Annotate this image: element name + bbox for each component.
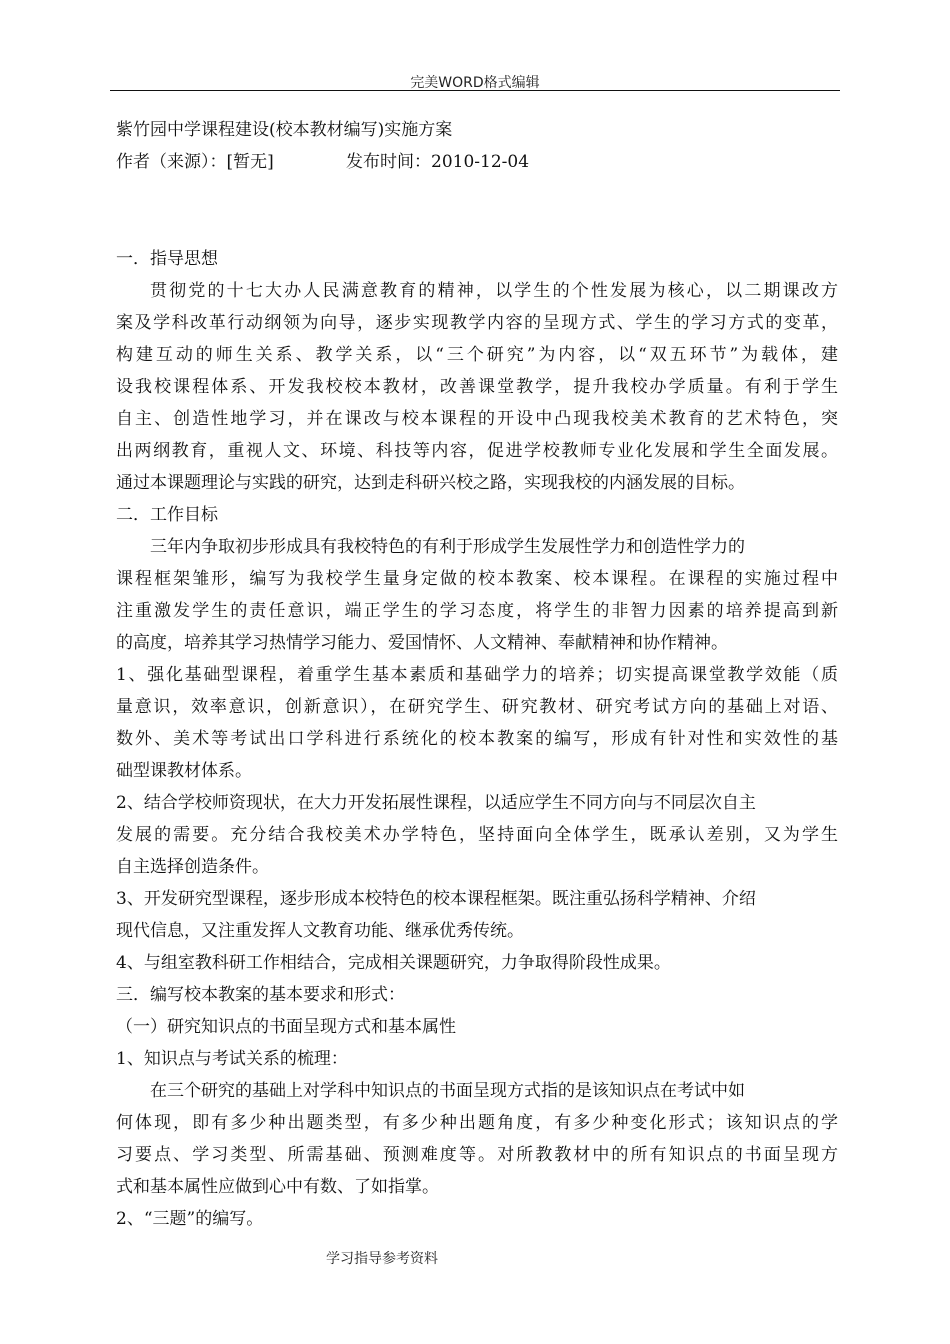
body-line: 习要点、学习类型、所需基础、预测难度等。对所教教材中的所有知识点的书面呈现方 (116, 1145, 838, 1165)
list-item-continued: 数外、美术等考试出口学科进行系统化的校本教案的编写，形成有针对性和实效性的基 (116, 729, 838, 749)
body-line: 课程框架雏形，编写为我校学生量身定做的校本教案、校本课程。在课程的实施过程中 (116, 569, 838, 589)
author-line: 作者（来源）：[暂无] (116, 152, 274, 172)
page-footer: 学习指导参考资料 (326, 1251, 438, 1267)
body-line: 通过本课题理论与实践的研究，达到走科研兴校之路，实现我校的内涵发展的目标。 (116, 473, 745, 493)
list-item: 3、开发研究型课程，逐步形成本校特色的校本课程框架。既注重弘扬科学精神、介绍 (116, 889, 756, 909)
body-line: 在三个研究的基础上对学科中知识点的书面呈现方式指的是该知识点在考试中如 (150, 1081, 745, 1101)
page-header: 完美WORD格式编辑 (410, 75, 540, 91)
subsection-heading: （一）研究知识点的书面呈现方式和基本属性 (116, 1017, 456, 1037)
body-line: 的高度，培养其学习热情学习能力、爱国情怀、人文精神、奉献精神和协作精神。 (116, 633, 728, 653)
body-line: 注重激发学生的责任意识，端正学生的学习态度，将学生的非智力因素的培养提高到新 (116, 601, 838, 621)
body-line: 自主、创造性地学习，并在课改与校本课程的开设中凸现我校美术教育的艺术特色，突 (116, 409, 838, 429)
publish-date: 发布时间：2010-12-04 (346, 152, 530, 172)
body-line: 构建互动的师生关系、教学关系，以“三个研究”为内容，以“双五环节”为载体，建 (116, 345, 838, 365)
list-item-continued: 量意识，效率意识，创新意识），在研究学生、研究教材、研究考试方向的基础上对语、 (116, 697, 838, 717)
body-line: 案及学科改革行动纲领为向导，逐步实现教学内容的呈现方式、学生的学习方式的变革， (116, 313, 838, 333)
list-item: 2、结合学校师资现状，在大力开发拓展性课程，以适应学生不同方向与不同层次自主 (116, 793, 756, 813)
section-heading: 二．工作目标 (116, 505, 218, 525)
section-heading: 三．编写校本教案的基本要求和形式： (116, 985, 405, 1005)
list-item: 2、“三题”的编写。 (116, 1209, 264, 1229)
list-item: 1、强化基础型课程，着重学生基本素质和基础学力的培养；切实提高课堂教学效能（质 (116, 665, 838, 685)
section-heading: 一．指导思想 (116, 249, 218, 269)
body-line: 三年内争取初步形成具有我校特色的有利于形成学生发展性学力和创造性学力的 (150, 537, 745, 557)
body-line: 出两纲教育，重视人文、环境、科技等内容，促进学校教师专业化发展和学生全面发展。 (116, 441, 838, 461)
list-item-continued: 自主选择创造条件。 (116, 857, 269, 877)
list-item-continued: 础型课教材体系。 (116, 761, 252, 781)
list-item: 4、与组室教科研工作相结合，完成相关课题研究，力争取得阶段性成果。 (116, 953, 671, 973)
body-line: 贯彻党的十七大办人民满意教育的精神，以学生的个性发展为核心，以二期课改方 (150, 281, 838, 301)
header-divider (110, 90, 840, 91)
list-item: 1、知识点与考试关系的梳理： (116, 1049, 348, 1069)
body-line: 设我校课程体系、开发我校校本教材，改善课堂教学，提升我校办学质量。有利于学生 (116, 377, 838, 397)
body-line: 式和基本属性应做到心中有数、了如指掌。 (116, 1177, 439, 1197)
body-line: 何体现，即有多少种出题类型，有多少种出题角度，有多少种变化形式；该知识点的学 (116, 1113, 838, 1133)
list-item-continued: 发展的需要。充分结合我校美术办学特色，坚持面向全体学生，既承认差别，又为学生 (116, 825, 838, 845)
document-title: 紫竹园中学课程建设(校本教材编写)实施方案 (116, 120, 453, 140)
list-item-continued: 现代信息，又注重发挥人文教育功能、继承优秀传统。 (116, 921, 524, 941)
